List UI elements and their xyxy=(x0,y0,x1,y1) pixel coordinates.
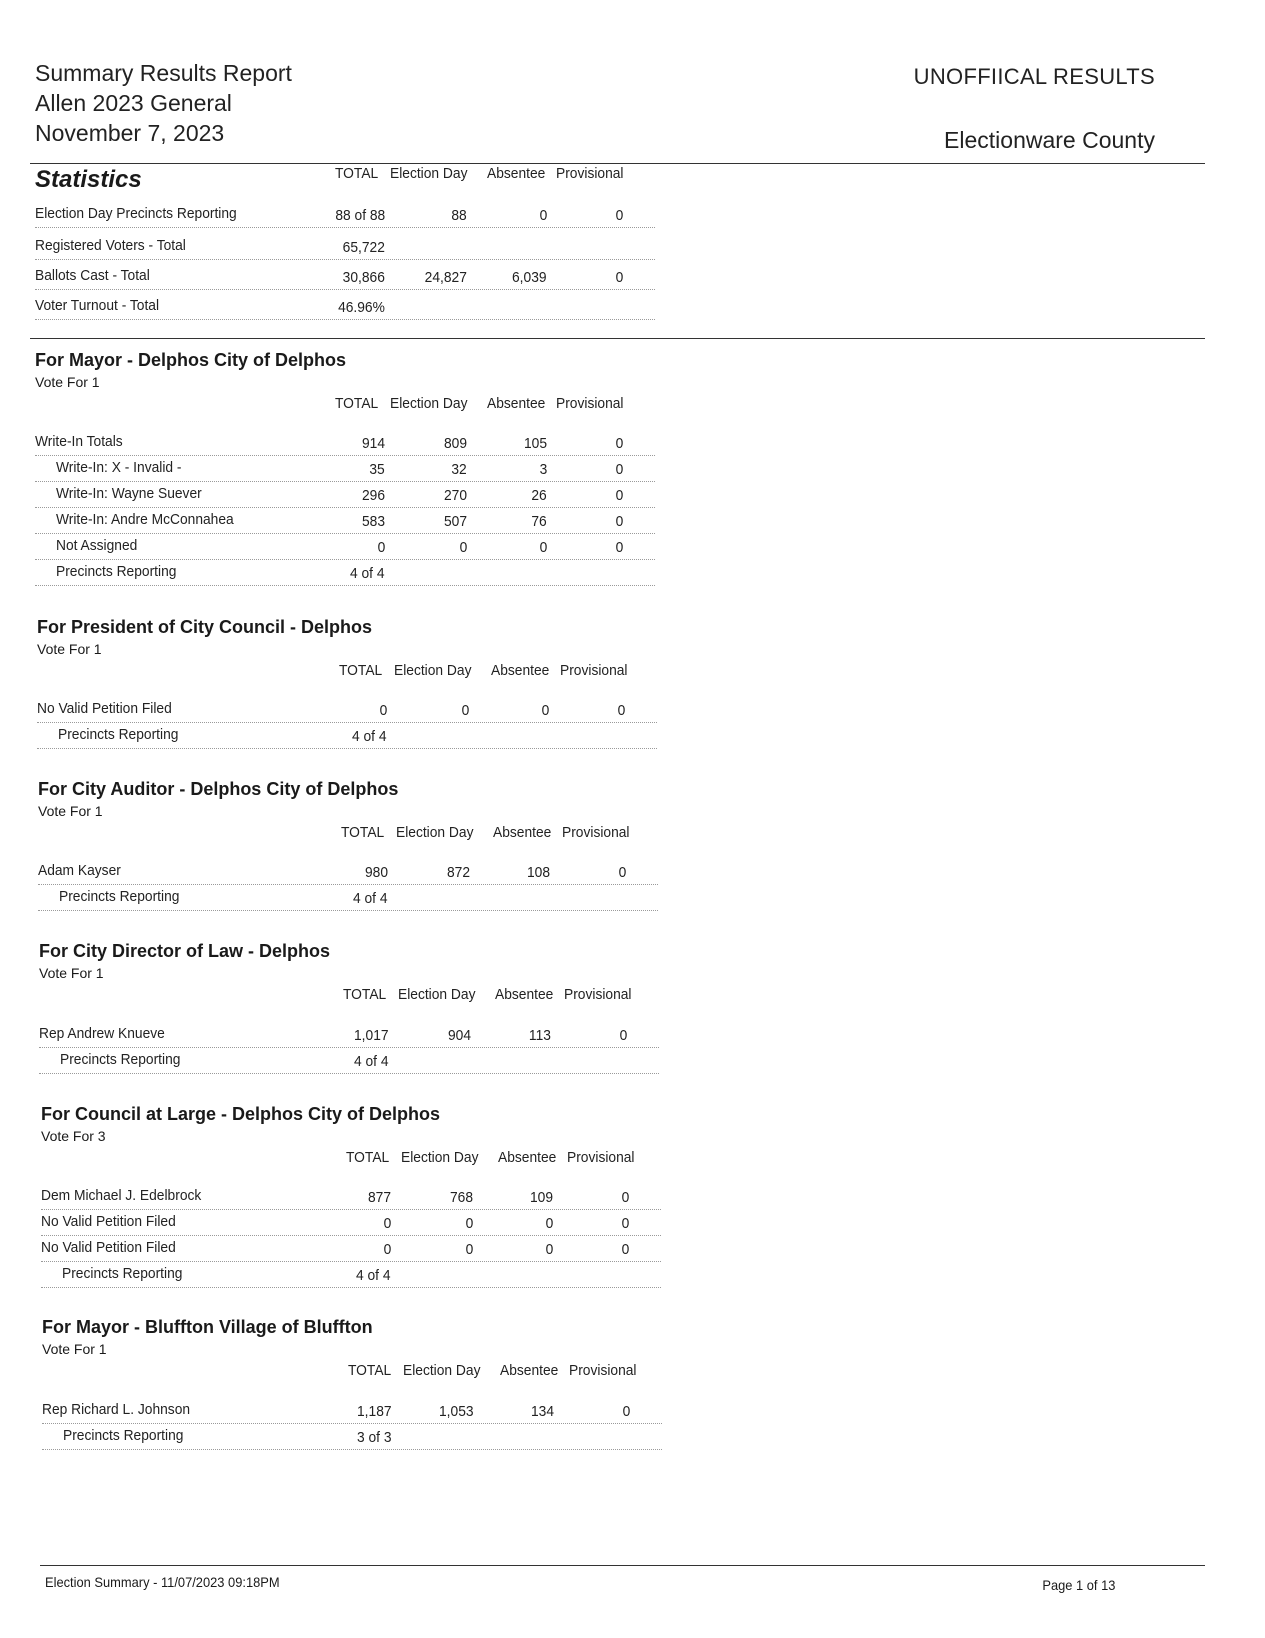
footer-divider xyxy=(40,1565,1205,1566)
election-day-value: 88 xyxy=(451,207,467,224)
race-title: For Mayor - Bluffton Village of Bluffton xyxy=(42,1317,373,1337)
absentee-value: 113 xyxy=(528,1027,551,1044)
election-day-value: 809 xyxy=(443,435,467,452)
col-absentee: Absentee xyxy=(500,1362,559,1379)
row-label: Write-In: Wayne Suever xyxy=(56,485,202,502)
row-label: No Valid Petition Filed xyxy=(41,1213,176,1230)
col-provisional: Provisional xyxy=(564,986,632,1003)
row-label: Not Assigned xyxy=(56,537,138,554)
race-title: For President of City Council - Delphos xyxy=(37,617,373,637)
absentee-value: 109 xyxy=(529,1189,553,1206)
table-row xyxy=(35,482,655,508)
row-label: Write-In Totals xyxy=(35,433,123,450)
total-value: 4 of 4 xyxy=(350,565,385,582)
column-header xyxy=(341,824,641,846)
col-provisional: Provisional xyxy=(567,1149,635,1166)
absentee-value: 105 xyxy=(523,435,547,452)
statistics-title: Statistics xyxy=(35,166,142,193)
election-day-value: 0 xyxy=(465,1241,473,1258)
total-value: 3 of 3 xyxy=(357,1429,392,1446)
col-total: TOTAL xyxy=(335,395,379,412)
race-title: For Mayor - Delphos City of Delphos xyxy=(35,350,347,370)
election-day-value: 0 xyxy=(459,539,467,556)
row-label: Precincts Reporting xyxy=(59,888,180,905)
col-provisional: Provisional xyxy=(556,395,624,412)
col-provisional: Provisional xyxy=(560,662,628,679)
row-label: Election Day Precincts Reporting xyxy=(35,205,237,222)
table-row xyxy=(38,859,658,885)
vote-for-label: Vote For 1 xyxy=(38,803,103,819)
race-title: For Council at Large - Delphos City of Delphos xyxy=(41,1104,441,1124)
absentee-value: 0 xyxy=(545,1241,553,1258)
col-absentee: Absentee xyxy=(487,165,546,182)
absentee-value: 0 xyxy=(539,207,547,224)
table-row xyxy=(42,1424,662,1450)
col-election-day: Election Day xyxy=(396,824,474,841)
table-row xyxy=(42,1398,662,1424)
row-label: Precincts Reporting xyxy=(58,726,179,743)
election-day-value: 768 xyxy=(449,1189,473,1206)
results-status: UNOFFIICAL RESULTS xyxy=(913,64,1155,89)
total-value: 30,866 xyxy=(342,269,385,286)
row-label: Precincts Reporting xyxy=(62,1265,183,1282)
col-election-day: Election Day xyxy=(398,986,476,1003)
provisional-value: 0 xyxy=(615,207,623,224)
column-header xyxy=(335,395,635,417)
absentee-value: 6,039 xyxy=(512,269,547,286)
report-title: Summary Results Report xyxy=(35,60,292,86)
provisional-value: 0 xyxy=(621,1215,629,1232)
col-total: TOTAL xyxy=(341,824,385,841)
provisional-value: 0 xyxy=(615,435,623,452)
absentee-value: 0 xyxy=(541,702,549,719)
col-total: TOTAL xyxy=(343,986,387,1003)
election-name: Allen 2023 General xyxy=(35,90,232,116)
row-label: Adam Kayser xyxy=(38,862,121,879)
row-label: Rep Richard L. Johnson xyxy=(42,1401,191,1418)
col-total: TOTAL xyxy=(346,1149,390,1166)
table-row xyxy=(35,202,655,228)
table-row xyxy=(35,456,655,482)
col-absentee: Absentee xyxy=(498,1149,557,1166)
total-value: 0 xyxy=(377,539,385,556)
row-label: Dem Michael J. Edelbrock xyxy=(41,1187,202,1204)
row-label: Registered Voters - Total xyxy=(35,237,186,254)
vote-for-label: Vote For 1 xyxy=(42,1341,107,1357)
provisional-value: 0 xyxy=(622,1403,630,1420)
election-date: November 7, 2023 xyxy=(35,120,225,146)
provisional-value: 0 xyxy=(619,1027,627,1044)
election-day-value: 24,827 xyxy=(424,269,467,286)
col-provisional: Provisional xyxy=(562,824,630,841)
absentee-value: 0 xyxy=(545,1215,553,1232)
row-label: No Valid Petition Filed xyxy=(41,1239,176,1256)
table-row xyxy=(35,294,655,320)
row-label: Voter Turnout - Total xyxy=(35,297,160,314)
row-label: Rep Andrew Knueve xyxy=(39,1025,165,1042)
table-row xyxy=(35,234,655,260)
table-row xyxy=(37,697,657,723)
total-value: 877 xyxy=(367,1189,391,1206)
vote-for-label: Vote For 1 xyxy=(35,374,100,390)
statistics-column-header xyxy=(335,165,635,187)
column-header xyxy=(343,986,643,1008)
col-election-day: Election Day xyxy=(394,662,472,679)
col-absentee: Absentee xyxy=(487,395,546,412)
table-row xyxy=(39,1048,659,1074)
total-value: 4 of 4 xyxy=(353,890,388,907)
absentee-value: 108 xyxy=(526,864,550,881)
election-day-value: 32 xyxy=(451,461,467,478)
row-label: Write-In: X - Invalid - xyxy=(56,459,182,476)
column-header xyxy=(339,662,639,684)
col-total: TOTAL xyxy=(339,662,383,679)
vote-for-label: Vote For 1 xyxy=(39,965,104,981)
table-row xyxy=(41,1184,661,1210)
provisional-value: 0 xyxy=(615,539,623,556)
col-absentee: Absentee xyxy=(495,986,554,1003)
absentee-value: 76 xyxy=(531,513,547,530)
absentee-value: 26 xyxy=(531,487,547,504)
absentee-value: 0 xyxy=(539,539,547,556)
total-value: 46.96% xyxy=(338,299,385,316)
total-value: 1,017 xyxy=(354,1027,389,1044)
row-label: Precincts Reporting xyxy=(60,1051,181,1068)
table-row xyxy=(35,430,655,456)
total-value: 0 xyxy=(379,702,387,719)
total-value: 583 xyxy=(361,513,385,530)
provisional-value: 0 xyxy=(615,461,623,478)
col-provisional: Provisional xyxy=(556,165,624,182)
election-day-value: 507 xyxy=(443,513,467,530)
race-title: For City Director of Law - Delphos xyxy=(39,941,331,961)
election-day-value: 0 xyxy=(461,702,469,719)
footer-summary: Election Summary - 11/07/2023 09:18PM xyxy=(45,1574,280,1590)
table-row xyxy=(41,1210,661,1236)
total-value: 296 xyxy=(361,487,385,504)
col-election-day: Election Day xyxy=(390,395,468,412)
vote-for-label: Vote For 1 xyxy=(37,641,102,657)
column-header xyxy=(348,1362,648,1384)
total-value: 980 xyxy=(364,864,388,881)
provisional-value: 0 xyxy=(617,702,625,719)
row-label: Write-In: Andre McConnahea xyxy=(56,511,234,528)
table-row xyxy=(37,723,657,749)
election-day-value: 0 xyxy=(465,1215,473,1232)
col-total: TOTAL xyxy=(335,165,379,182)
total-value: 914 xyxy=(361,435,385,452)
report-header xyxy=(35,58,292,148)
header-divider xyxy=(30,163,1205,164)
election-day-value: 904 xyxy=(447,1027,471,1044)
total-value: 65,722 xyxy=(342,239,385,256)
table-row xyxy=(35,534,655,560)
absentee-value: 134 xyxy=(530,1403,554,1420)
total-value: 0 xyxy=(383,1241,391,1258)
total-value: 4 of 4 xyxy=(356,1267,391,1284)
col-election-day: Election Day xyxy=(390,165,468,182)
col-absentee: Absentee xyxy=(491,662,550,679)
provisional-value: 0 xyxy=(621,1189,629,1206)
col-election-day: Election Day xyxy=(401,1149,479,1166)
race-title: For City Auditor - Delphos City of Delphos xyxy=(38,779,399,799)
table-row xyxy=(41,1262,661,1288)
total-value: 88 of 88 xyxy=(335,207,385,224)
column-header xyxy=(346,1149,646,1171)
table-row xyxy=(35,264,655,290)
provisional-value: 0 xyxy=(615,487,623,504)
vote-for-label: Vote For 3 xyxy=(41,1128,106,1144)
table-row xyxy=(41,1236,661,1262)
row-label: No Valid Petition Filed xyxy=(37,700,172,717)
table-row xyxy=(35,560,655,586)
provisional-value: 0 xyxy=(618,864,626,881)
row-label: Ballots Cast - Total xyxy=(35,267,150,284)
county-name: Electionware County xyxy=(944,127,1155,153)
election-day-value: 270 xyxy=(443,487,467,504)
page-number: Page 1 of 13 xyxy=(1041,1577,1115,1593)
provisional-value: 0 xyxy=(615,269,623,286)
total-value: 0 xyxy=(383,1215,391,1232)
row-label: Precincts Reporting xyxy=(63,1427,184,1444)
total-value: 1,187 xyxy=(357,1403,392,1420)
col-election-day: Election Day xyxy=(403,1362,481,1379)
col-provisional: Provisional xyxy=(569,1362,637,1379)
provisional-value: 0 xyxy=(621,1241,629,1258)
table-row xyxy=(35,508,655,534)
total-value: 4 of 4 xyxy=(352,728,387,745)
total-value: 4 of 4 xyxy=(354,1053,389,1070)
statistics-divider xyxy=(30,338,1205,339)
col-total: TOTAL xyxy=(348,1362,392,1379)
row-label: Precincts Reporting xyxy=(56,563,177,580)
table-row xyxy=(38,885,658,911)
election-day-value: 872 xyxy=(446,864,470,881)
election-day-value: 1,053 xyxy=(439,1403,474,1420)
provisional-value: 0 xyxy=(615,513,623,530)
col-absentee: Absentee xyxy=(493,824,552,841)
total-value: 35 xyxy=(369,461,385,478)
absentee-value: 3 xyxy=(539,461,547,478)
table-row xyxy=(39,1022,659,1048)
